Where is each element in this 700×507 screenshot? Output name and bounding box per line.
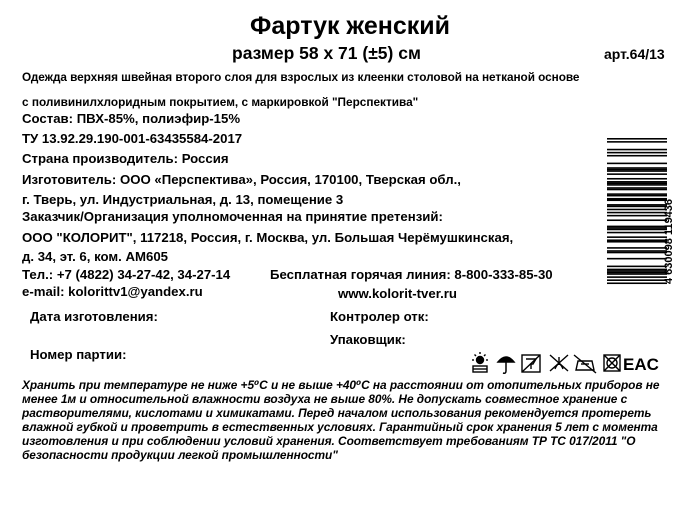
barcode-number: 4 630098 119436 <box>663 198 675 284</box>
no-plant-icon <box>550 355 568 371</box>
fragile-glass-icon <box>522 355 540 372</box>
barcode-bar <box>607 272 667 274</box>
product-title: Фартук женский <box>250 12 450 40</box>
barcode-bar <box>607 236 667 238</box>
barcode-bar <box>607 193 667 195</box>
barcode-bar <box>607 163 667 165</box>
customer-line-3: д. 34, эт. 6, ком. АМ605 <box>22 249 168 264</box>
batch-number-label: Номер партии: <box>30 347 127 362</box>
umbrella-icon <box>498 357 514 373</box>
barcode-bar <box>607 219 667 221</box>
hotline: Бесплатная горячая линия: 8-800-333-85-30 <box>270 267 553 282</box>
packer-label: Упаковщик: <box>330 332 406 347</box>
barcode-bar <box>607 232 667 234</box>
customer-line-1: Заказчик/Организация уполномоченная на принятие претензий: <box>22 209 443 224</box>
barcode-bar <box>607 282 667 284</box>
website: www.kolorit-tver.ru <box>338 286 457 301</box>
barcode-bar <box>607 239 667 241</box>
barcode-bar <box>607 167 667 169</box>
barcode-bar <box>607 189 667 191</box>
barcode-bar <box>607 227 667 229</box>
no-sun-icon <box>472 352 488 372</box>
no-dry-clean-icon <box>604 355 620 371</box>
barcode-bar <box>607 270 667 272</box>
barcode-bar <box>607 173 667 175</box>
barcode-bar <box>607 250 667 252</box>
eac-mark-icon <box>623 354 659 374</box>
barcode-bar <box>607 195 667 197</box>
barcode-bar <box>607 184 667 186</box>
barcode-bar <box>607 181 667 183</box>
barcode-bar <box>607 276 667 278</box>
country-of-origin: Страна производитель: Россия <box>22 151 229 166</box>
phone: Тел.: +7 (4822) 34-27-42, 34-27-14 <box>22 267 231 282</box>
barcode <box>605 138 683 286</box>
barcode-bar <box>607 187 667 189</box>
barcode-bar <box>607 141 667 143</box>
manufacturer-line-1: Изготовитель: ООО «Перспектива», Россия, 170100, Тверская обл., <box>22 172 461 187</box>
barcode-bar <box>607 149 667 151</box>
product-size: размер 58 х 71 (±5) см <box>232 43 421 63</box>
barcode-bar <box>607 252 667 254</box>
care-icons <box>470 351 684 375</box>
barcode-bar <box>607 266 667 268</box>
manufacturer-line-2: г. Тверь, ул. Индустриальная, д. 13, помещение 3 <box>22 192 344 207</box>
customer-line-2: ООО "КОЛОРИТ", 117218, Россия, г. Москва, ул. Большая Черёмушкинская, <box>22 230 514 245</box>
barcode-bar <box>607 258 667 260</box>
barcode-bar <box>607 209 667 211</box>
barcode-bar <box>607 241 667 243</box>
barcode-bar <box>607 279 667 281</box>
barcode-bar <box>607 212 667 214</box>
barcode-bar <box>607 226 667 228</box>
care-instructions: Хранить при температуре не ниже +5⁰С и не выше +40⁰С на расстоянии от отопительных приборов не менее 1м и относительной влажности воздуха не выше 80%. Не допускать совместное хранение с растворителями, кислотами и химикатами. Перед началом использования рекомендуется протереть влажной губкой и проветрить в естественных условиях. Гарантийный срок хранения 5 лет с момента изготовления и при соблюдении условий хранения. Соответствует требованиям ТР ТС 017/2011 "О безопасности продукции легкой промышленности" <box>22 378 660 463</box>
barcode-bar <box>607 273 667 275</box>
barcode-bar <box>607 206 667 208</box>
description-line-1: Одежда верхняя швейная второго слоя для взрослых из клеенки столовой на нетканой основе <box>22 70 580 84</box>
email: e-mail: kolorittv1@yandex.ru <box>22 284 203 299</box>
article-number: арт.64/13 <box>604 46 665 62</box>
manufacture-date-label: Дата изготовления: <box>30 309 158 324</box>
barcode-bar <box>607 199 667 201</box>
barcode-bar <box>607 198 667 200</box>
barcode-bar <box>607 170 667 172</box>
description-line-2: с поливинилхлоридным покрытием, с маркировкой "Перспектива" <box>22 95 419 109</box>
controller-label: Контролер отк: <box>330 309 429 324</box>
barcode-bar <box>607 138 667 140</box>
barcode-bar <box>607 178 667 180</box>
eac-mark-text: EAC <box>623 355 659 374</box>
barcode-bar <box>607 229 667 231</box>
barcode-bar <box>607 215 667 217</box>
barcode-bar <box>607 204 667 206</box>
barcode-bar <box>607 169 667 171</box>
no-iron-icon <box>574 355 596 373</box>
barcode-bar <box>607 247 667 249</box>
barcode-bar <box>607 269 667 271</box>
barcode-bar <box>607 155 667 157</box>
tech-spec: ТУ 13.92.29.190-001-63435584-2017 <box>22 131 243 146</box>
barcode-bar <box>607 183 667 185</box>
barcode-bar <box>607 152 667 154</box>
composition: Состав: ПВХ-85%, полиэфир-15% <box>22 111 241 126</box>
barcode-graphic <box>605 138 683 286</box>
